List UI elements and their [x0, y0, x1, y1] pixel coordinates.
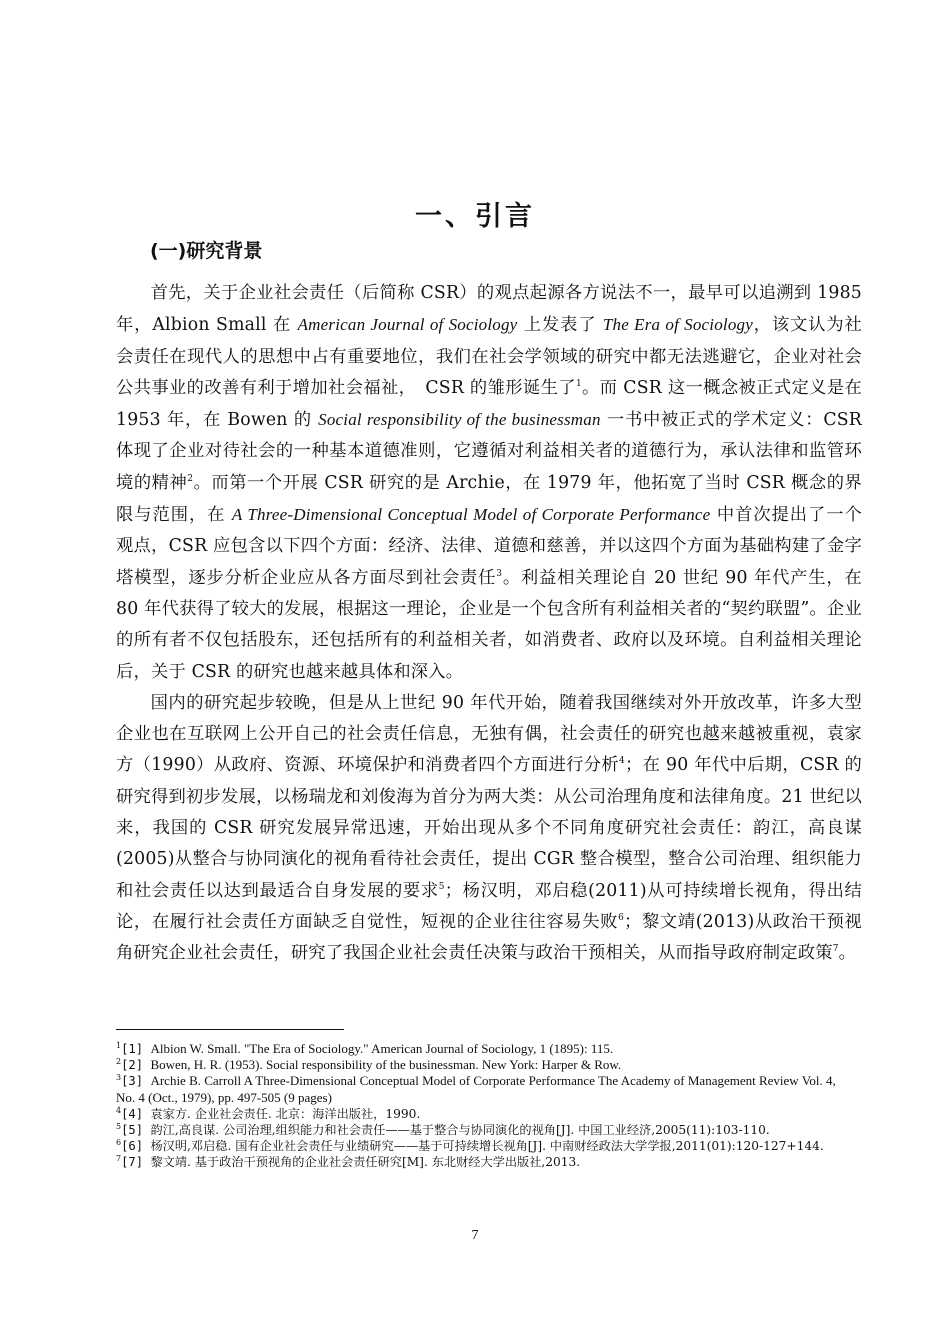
- footnote-number: 7: [116, 1154, 122, 1164]
- text-run: 中首次提出了一个观点，CSR 应包含以下四个方面：经济、法律、道德和慈善，并以这四个方面为基础构建了金字塔模型，逐步分析企业应从各方面尽到社会责任: [116, 505, 862, 588]
- text-run: 国内的研究起步较晚，但是从上世纪 90 年代开始，随着我国继续对外开放改革，许多大型企业也在互联网上公开自己的社会责任信息，无独有偶，社会责任的研究也越来越被重视，袁家方（1990）从政府、资源、环境保护和消费者四个方面进行分析: [116, 692, 862, 776]
- footnote-marker[interactable]: 5: [438, 881, 445, 892]
- body-text: [116, 278, 862, 970]
- footnote-item: [116, 1057, 856, 1073]
- footnote-marker[interactable]: 3: [496, 568, 503, 579]
- footnote-ref: [3]: [121, 1074, 151, 1089]
- footnote-item: [116, 1106, 856, 1122]
- footnote-ref: [5]: [121, 1123, 151, 1138]
- text-run: 上发表了: [517, 315, 603, 336]
- footnote-number: 2: [116, 1057, 122, 1067]
- text-run: 。而 CSR 这一概念被正式定义是在 1953 年，在 Bowen 的: [116, 377, 862, 431]
- footnote-text: Archie B. Carroll A Three-Dimensional Conceptual Model of Corporate Performance The Academy of Management Review Vol. 4, No. 4 (Oct., 1979), pp. 497-505 (9 pages): [116, 1073, 836, 1105]
- footnote-item: [116, 1122, 856, 1138]
- footnote-number: 5: [116, 1122, 122, 1132]
- text-run: ，该文认为社会责任在现代人的思想中占有重要地位，我们在社会学领域的研究中都无法逃避它，企业对社会公共事业的改善有利于增加社会福祉， CSR 的雏形诞生了: [116, 315, 863, 398]
- footnote-marker[interactable]: 4: [619, 756, 625, 767]
- section-heading: (一)研究背景: [150, 240, 263, 262]
- text-run: 。而第一个开展 CSR 研究的是 Archie，在 1979 年，他拓宽了当时 CSR 概念的界限与范围，在: [116, 472, 862, 526]
- footnote-ref: [4]: [121, 1106, 151, 1121]
- footnote-text: 袁家方. 企业社会责任. 北京：海洋出版社，1990.: [150, 1106, 421, 1121]
- text-run: ；杨汉明，邓启稳(2011)从可持续增长视角，得出结论，在履行社会责任方面缺乏自觉性，短视的企业往往容易失败: [116, 880, 862, 932]
- footnote-item: [116, 1073, 856, 1105]
- text-run: 。: [838, 943, 857, 964]
- footnote-ref: [1]: [121, 1042, 151, 1056]
- footnote-marker[interactable]: 2: [187, 473, 194, 484]
- footnote-text: 杨汉明,邓启稳. 国有企业社会责任与业绩研究——基于可持续增长视角[J]. 中南财经政法大学学报,2011(01):120-127+144.: [150, 1139, 824, 1154]
- text-run: 首先，关于企业社会责任（后简称 CSR）的观点起源各方说法不一，最早可以追溯到 1985年，Albion Small 在: [116, 283, 862, 336]
- footnote-item: [116, 1154, 856, 1170]
- text-run: ；黎文靖(2013)从政治干预视角研究企业社会责任，研究了我国企业社会责任决策与政治干预相关，从而指导政府制定政策: [116, 911, 862, 964]
- footnote-marker[interactable]: 6: [618, 912, 625, 923]
- footnote-number: 6: [116, 1138, 122, 1148]
- footnote-marker[interactable]: 7: [832, 944, 839, 955]
- text-run: 。利益相关理论自 20 世纪 90 年代产生，在 80 年代获得了较大的发展，根据这一理论，企业是一个包含所有利益相关者的“契约联盟”。企业的所有者不仅包括股东，还包括所有的利益相关者，如消费者、政府以及环境。自利益相关理论后，关于 CSR 的研究也越来越具体和深入。: [116, 567, 862, 682]
- footnote-number: 4: [116, 1105, 122, 1115]
- italic-title: American Journal of Sociology: [297, 315, 518, 335]
- footnote-text: 黎文靖. 基于政治干预视角的企业社会责任研究[M]. 东北财经大学出版社,2013.: [150, 1155, 581, 1170]
- footnotes: [116, 1041, 856, 1171]
- footnote-divider: [116, 1029, 344, 1030]
- footnote-number: 3: [116, 1073, 122, 1083]
- page-title: 一、引言: [415, 201, 535, 233]
- paragraph: [116, 688, 862, 970]
- footnote-ref: [7]: [121, 1155, 151, 1170]
- italic-title: Social responsibility of the businessman: [318, 410, 601, 430]
- footnote-item: [116, 1041, 856, 1057]
- text-run: ；在 90 年代中后期，CSR 的研究得到初步发展，以杨瑞龙和刘俊海为首分为两大类：从公司治理角度和法律角度。21 世纪以来，我国的 CSR 研究发展异常迅速，开始出现从多个不同角度研究社会责任：韵江，高良谋(2005)从整合与协同演化的视角看待社会责任，提出 CGR 整合模型，整合公司治理、组织能力和社会责任以达到最适合自身发展的要求: [116, 755, 862, 901]
- footnote-text: 韵江,高良谋. 公司治理,组织能力和社会责任——基于整合与协同演化的视角[J]. 中国工业经济,2005(11):103-110.: [150, 1123, 770, 1138]
- footnote-text: Bowen, H. R. (1953). Social responsibility of the businessman. New York: Harper & Row.: [150, 1057, 622, 1073]
- footnote-ref: [6]: [121, 1139, 151, 1154]
- italic-title: A Three-Dimensional Conceptual Model of Corporate Performance: [231, 505, 711, 525]
- footnote-number: 1: [116, 1041, 122, 1050]
- footnote-item: [116, 1138, 856, 1154]
- footnote-text: Albion W. Small. "The Era of Sociology." American Journal of Sociology, 1 (1895): 115.: [150, 1041, 614, 1056]
- paragraph: [116, 278, 862, 688]
- page-number: 7: [471, 1228, 479, 1243]
- text-run: 一书中被正式的学术定义：CSR 体现了企业对待社会的一种基本道德准则，它遵循对利益相关者的道德行为，承认法律和监管环境的精神: [116, 410, 862, 493]
- italic-title: The Era of Sociology: [602, 315, 753, 335]
- footnote-ref: [2]: [121, 1058, 151, 1073]
- footnote-marker[interactable]: 1: [575, 378, 582, 389]
